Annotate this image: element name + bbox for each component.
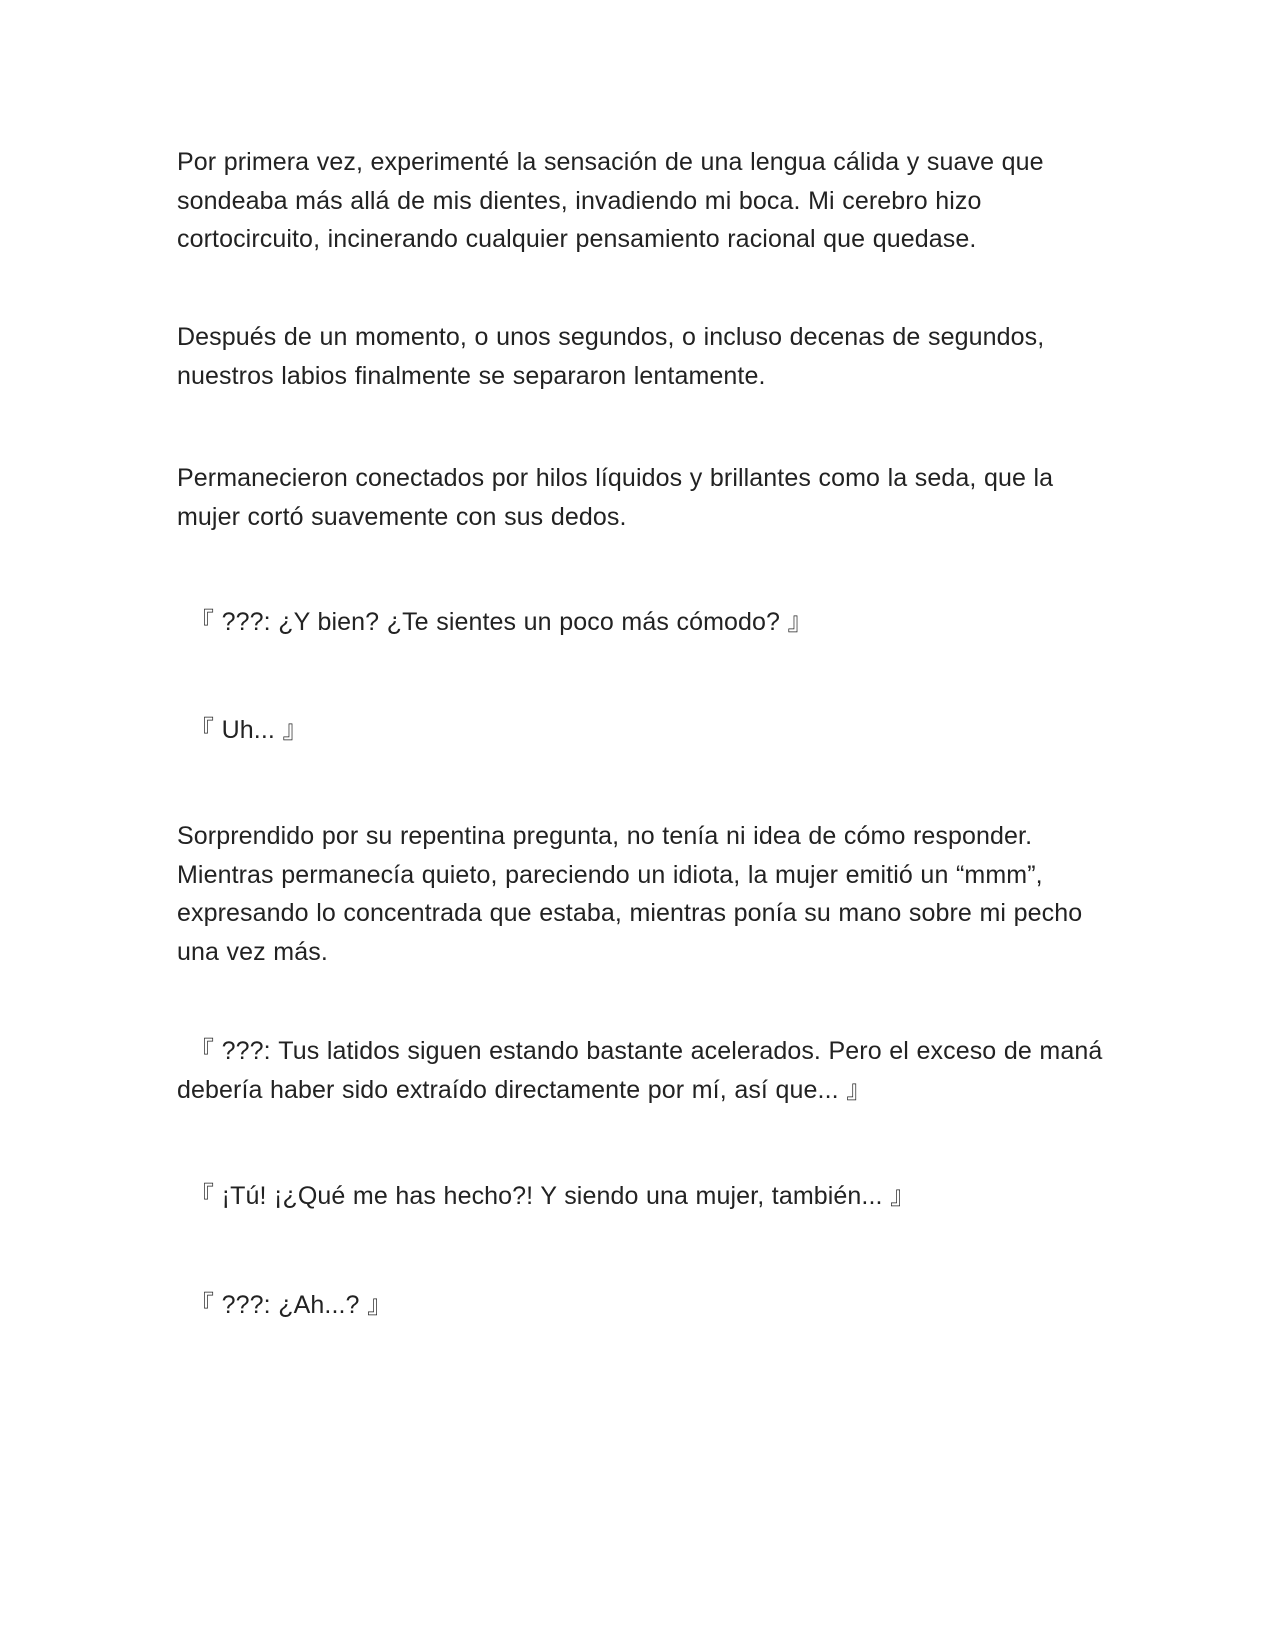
paragraph-threads: Permanecieron conectados por hilos líquidos y brillantes como la seda, que la mujer cortó suavemente con sus dedos. <box>177 464 1054 531</box>
paragraph-surprised: Sorprendido por su repentina pregunta, no tenía ni idea de cómo responder. Mientras permanecía quieto, pareciendo un idiota, la mujer emitió un “mmm”, expresando lo concentrada que estaba, mientras ponía su mano sobre mi pecho una vez más. <box>177 822 1083 966</box>
dialogue-ah: 『 ???: ¿Ah...? 』 <box>189 1291 393 1319</box>
dialogue-what-did-you-do: 『 ¡Tú! ¡¿Qué me has hecho?! Y siendo una mujer, también... 』 <box>189 1182 916 1210</box>
dialogue-uh: 『 Uh... 』 <box>189 716 308 744</box>
paragraph-lips-separate: Después de un momento, o unos segundos, o incluso decenas de segundos, nuestros labios finalmente se separaron lentamente. <box>177 323 1045 390</box>
paragraph-first-kiss: Por primera vez, experimenté la sensación de una lengua cálida y suave que sondeaba más allá de mis dientes, invadiendo mi boca. Mi cerebro hizo cortocircuito, incinerando cualquier pensamiento racional que quedase. <box>177 148 1044 253</box>
dialogue-question: 『 ???: ¿Y bien? ¿Te sientes un poco más cómodo? 』 <box>189 608 813 636</box>
dialogue-heartbeat: 『 ???: Tus latidos siguen estando bastante acelerados. Pero el exceso de maná debería haber sido extraído directamente por mí, así que... 』 <box>177 1037 1103 1104</box>
